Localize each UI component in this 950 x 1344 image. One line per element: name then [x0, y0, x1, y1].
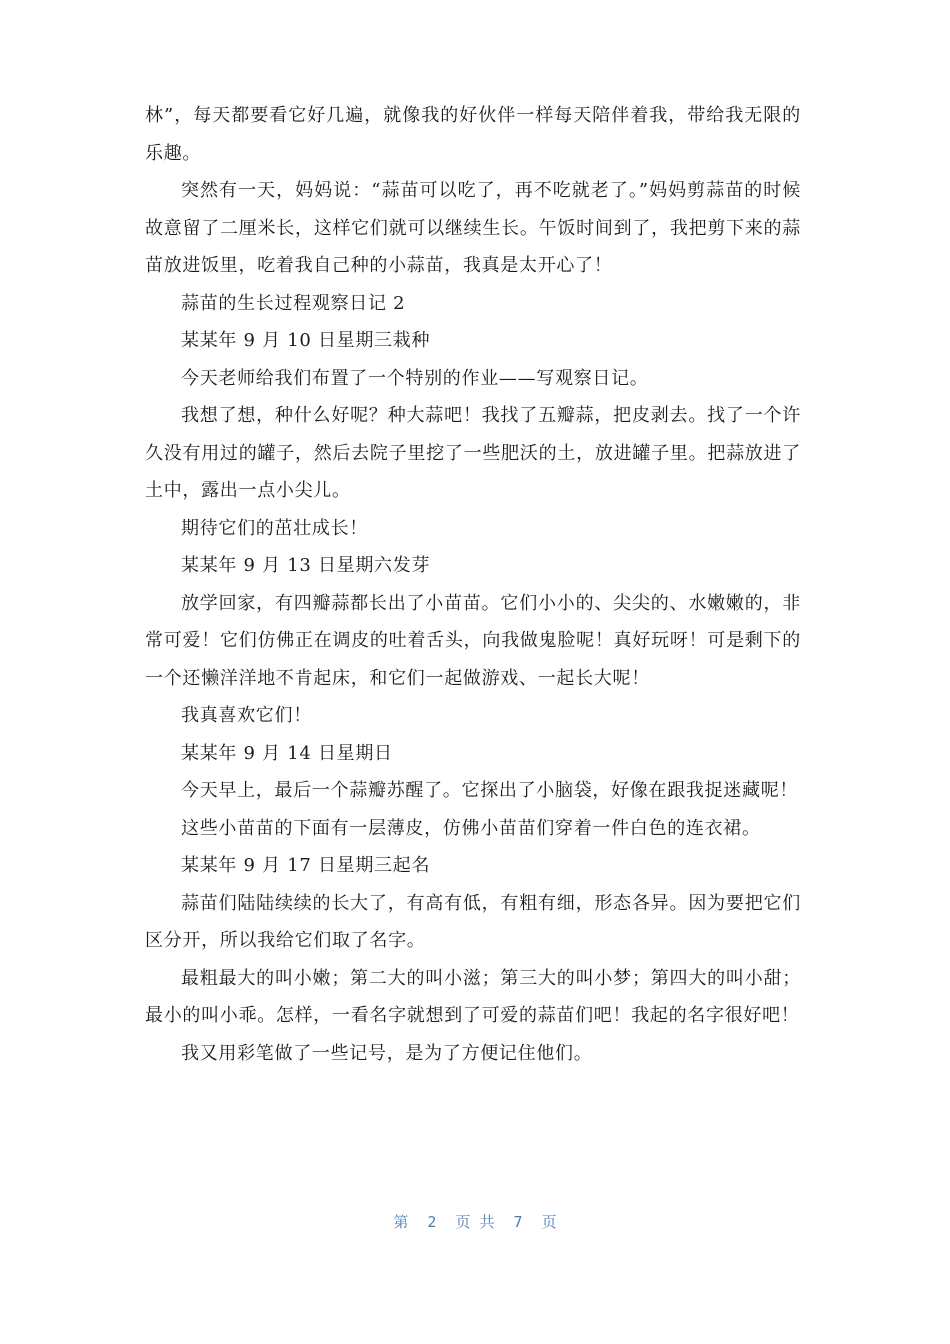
- paragraph: 林”，每天都要看它好几遍，就像我的好伙伴一样每天陪伴着我，带给我无限的乐趣。: [145, 105, 801, 164]
- page-footer: [0, 1211, 950, 1232]
- diary-title: 蒜苗的生长过程观察日记 2: [181, 292, 406, 314]
- footer-middle: 页 共: [455, 1213, 495, 1231]
- paragraph: 蒜苗们陆陆续续的长大了，有高有低，有粗有细，形态各异。因为要把它们区分开，所以我给它们取了名字。: [145, 892, 801, 951]
- footer-total-pages: 7: [513, 1213, 523, 1231]
- paragraph: 这些小苗苗的下面有一层薄皮，仿佛小苗苗们穿着一件白色的连衣裙。: [181, 817, 761, 839]
- paragraph: 我想了想，种什么好呢？种大蒜吧！我找了五瓣蒜，把皮剥去。找了一个许久没有用过的罐子，然后去院子里挖了一些肥沃的土，放进罐子里。把蒜放进了土中，露出一点小尖儿。: [145, 405, 801, 501]
- footer-suffix: 页: [541, 1213, 557, 1231]
- diary-date-heading: 某某年 9 月 10 日星期三栽种: [181, 330, 431, 351]
- diary-date-heading: 某某年 9 月 17 日星期三起名: [181, 855, 431, 876]
- document-body: [145, 97, 801, 1072]
- diary-date-heading: 某某年 9 月 13 日星期六发芽: [181, 555, 431, 576]
- paragraph: 最粗最大的叫小嫩；第二大的叫小滋；第三大的叫小梦；第四大的叫小甜；最小的叫小乖。怎样，一看名字就想到了可爱的蒜苗们吧！我起的名字很好吧！: [145, 967, 801, 1026]
- paragraph: 我又用彩笔做了一些记号，是为了方便记住他们。: [181, 1042, 593, 1064]
- paragraph: 今天早上，最后一个蒜瓣苏醒了。它探出了小脑袋，好像在跟我捉迷藏呢！: [181, 780, 799, 801]
- paragraph: 期待它们的茁壮成长！: [181, 517, 368, 539]
- paragraph: 今天老师给我们布置了一个特别的作业——写观察日记。: [181, 367, 649, 389]
- paragraph: 我真喜欢它们！: [181, 705, 312, 726]
- footer-page-number: 2: [427, 1213, 437, 1231]
- paragraph: 放学回家，有四瓣蒜都长出了小苗苗。它们小小的、尖尖的、水嫩嫩的，非常可爱！它们仿佛正在调皮的吐着舌头，向我做鬼脸呢！真好玩呀！可是剩下的一个还懒洋洋地不肯起床，和它们一起做游戏、一起长大呢！: [145, 592, 801, 689]
- diary-date-heading: 某某年 9 月 14 日星期日: [181, 742, 393, 764]
- footer-prefix: 第: [393, 1213, 409, 1231]
- paragraph: 突然有一天，妈妈说：“蒜苗可以吃了，再不吃就老了。”妈妈剪蒜苗的时候故意留了二厘米长，这样它们就可以继续生长。午饭时间到了，我把剪下来的蒜苗放进饭里，吃着我自己种的小蒜苗，我真是太开心了！: [145, 180, 801, 276]
